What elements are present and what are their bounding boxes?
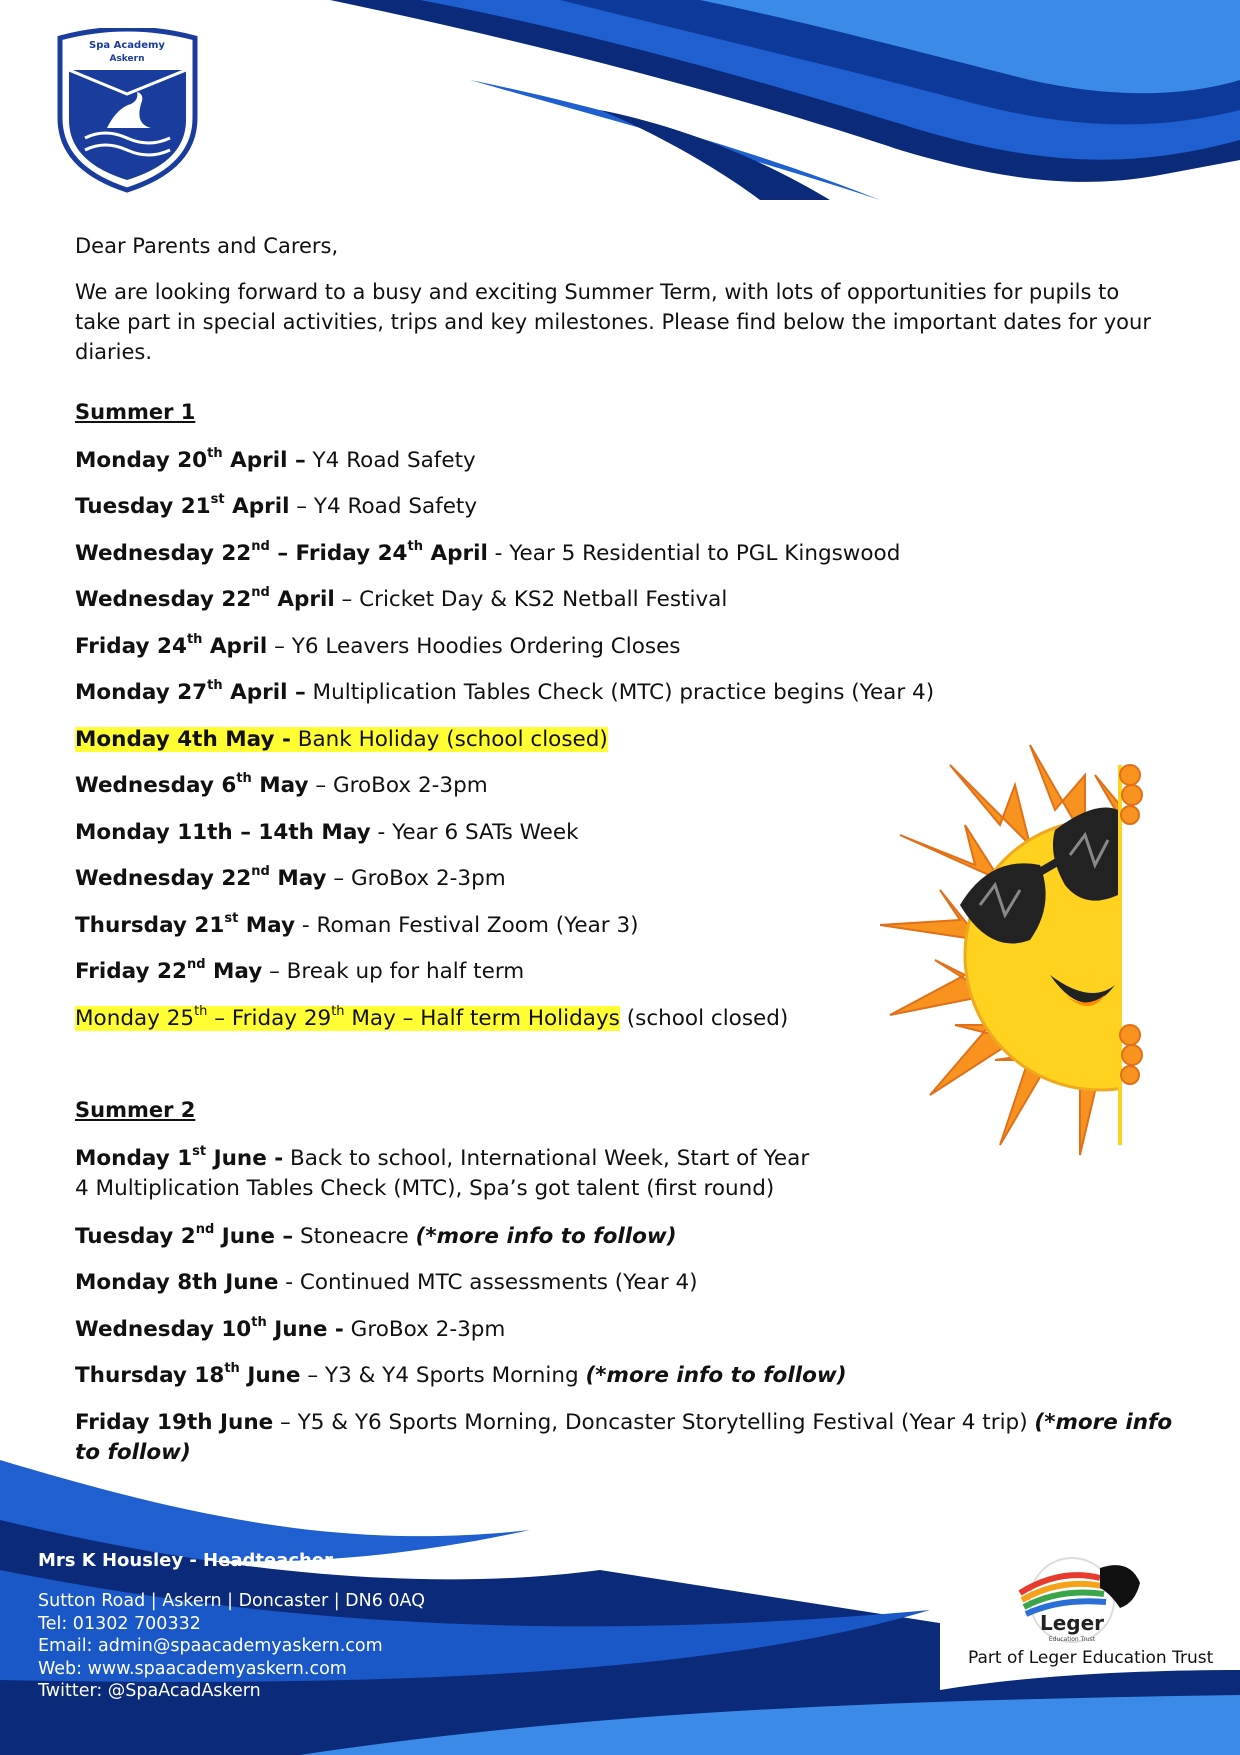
svg-text:Spa Academy: Spa Academy bbox=[89, 40, 165, 51]
leger-caption: Part of Leger Education Trust bbox=[968, 1648, 1214, 1668]
event-row: Tuesday 2nd June – Stoneacre (*more info to follow) bbox=[75, 1221, 677, 1249]
event-row: Tuesday 21st April – Y4 Road Safety bbox=[75, 491, 478, 519]
event-row-highlighted: Monday 25th – Friday 29th May – Half term Holidays (school closed) bbox=[75, 1003, 789, 1031]
event-row: Wednesday 10th June - GroBox 2-3pm bbox=[75, 1314, 506, 1342]
event-row: Thursday 21st May - Roman Festival Zoom (Year 3) bbox=[75, 910, 639, 938]
svg-text:Education Trust: Education Trust bbox=[1048, 1636, 1096, 1643]
event-row: Wednesday 6th May – GroBox 2-3pm bbox=[75, 770, 488, 798]
event-row: Monday 20th April – Y4 Road Safety bbox=[75, 445, 476, 473]
event-row: Wednesday 22nd April – Cricket Day & KS2 Netball Festival bbox=[75, 584, 728, 612]
contact-details bbox=[38, 1590, 425, 1703]
event-row: Monday 1st June - Back to school, International Week, Start of Year 4 Multiplication Tables Check (MTC), Spa’s got talent (first round) bbox=[75, 1143, 810, 1201]
sun-with-sunglasses-illustration bbox=[880, 705, 1180, 1165]
twitter-link[interactable]: Twitter: @SpaAcadAskern bbox=[38, 1681, 261, 1701]
event-row: Wednesday 22nd May – GroBox 2-3pm bbox=[75, 863, 506, 891]
event-row: Friday 24th April – Y6 Leavers Hoodies Ordering Closes bbox=[75, 631, 681, 659]
summer2-heading: Summer 2 bbox=[75, 1098, 196, 1122]
event-row: Monday 8th June - Continued MTC assessments (Year 4) bbox=[75, 1270, 698, 1295]
event-row: Thursday 18th June – Y3 & Y4 Sports Morning (*more info to follow) bbox=[75, 1360, 847, 1388]
email-link[interactable]: Email: admin@spaacademyaskern.com bbox=[38, 1636, 383, 1656]
svg-text:Leger: Leger bbox=[1039, 1611, 1105, 1635]
summer1-heading: Summer 1 bbox=[75, 400, 196, 424]
event-row: Monday 27th April – Multiplication Tables Check (MTC) practice begins (Year 4) bbox=[75, 677, 935, 705]
telephone: Tel: 01302 700332 bbox=[38, 1613, 201, 1634]
greeting: Dear Parents and Carers, bbox=[75, 234, 339, 258]
website-link[interactable]: Web: www.spaacademyaskern.com bbox=[38, 1658, 347, 1679]
headteacher-name: Mrs K Housley - Headteacher bbox=[38, 1550, 333, 1571]
event-row: Wednesday 22nd – Friday 24th April - Year 5 Residential to PGL Kingswood bbox=[75, 538, 901, 566]
svg-text:Askern: Askern bbox=[109, 54, 145, 64]
address: Sutton Road | Askern | Doncaster | DN6 0AQ bbox=[38, 1591, 425, 1611]
leger-education-trust-logo bbox=[1000, 1548, 1160, 1648]
event-row-highlighted: Monday 4th May - Bank Holiday (school closed) bbox=[75, 727, 608, 752]
intro-paragraph: We are looking forward to a busy and exciting Summer Term, with lots of opportunities for pupils to take part in special activities, trips and key milestones. Please find below the important dates for your diaries. bbox=[75, 280, 1151, 364]
event-row: Monday 11th – 14th May - Year 6 SATs Week bbox=[75, 820, 579, 845]
event-row: Friday 22nd May – Break up for half term bbox=[75, 956, 525, 984]
school-crest-logo bbox=[55, 28, 200, 193]
event-row: Friday 19th June – Y5 & Y6 Sports Morning, Doncaster Storytelling Festival (Year 4 trip) (*more info to follow) bbox=[75, 1410, 1173, 1465]
